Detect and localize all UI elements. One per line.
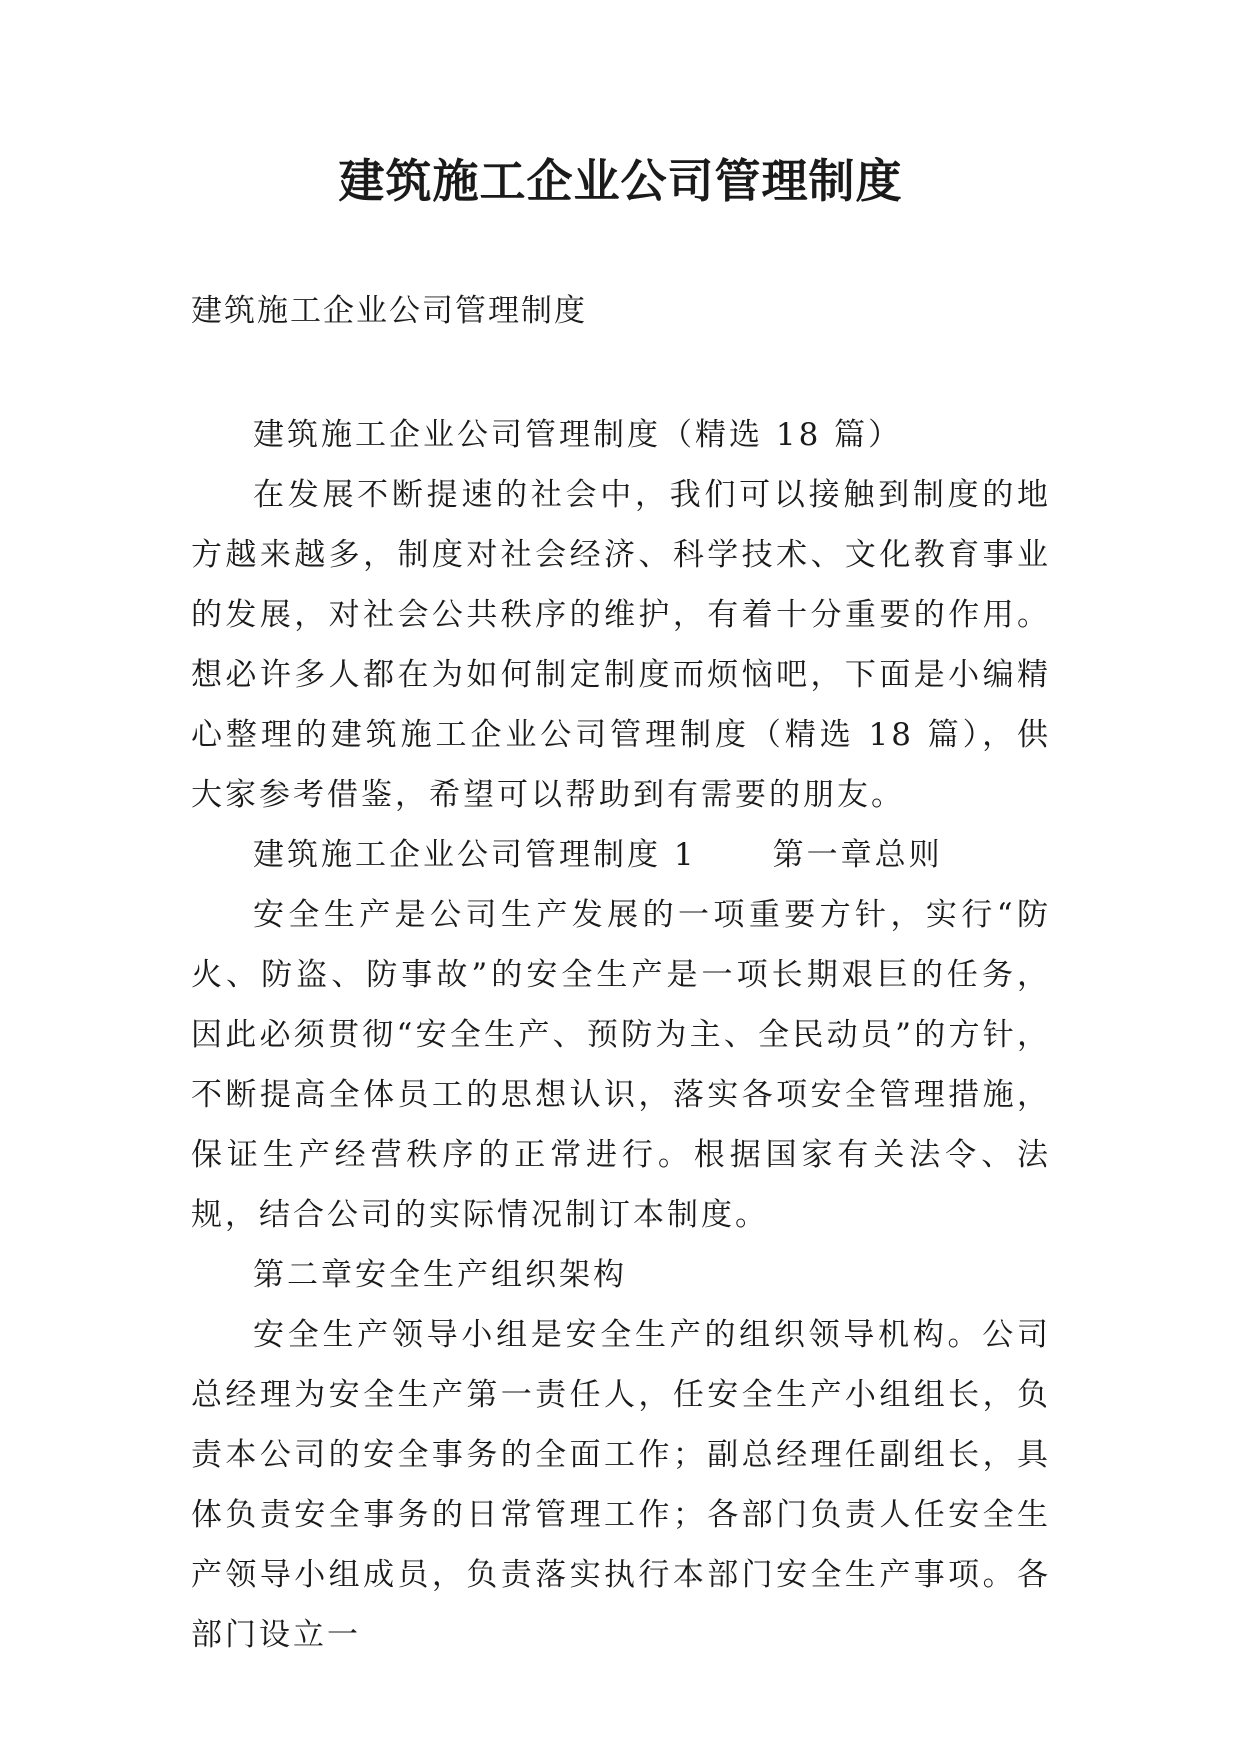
chapter-2-paragraph: 安全生产领导小组是安全生产的组织领导机构。公司总经理为安全生产第一责任人，任安全生产小组组长，负责本公司的安全事务的全面工作；副总经理任副组长，具体负责安全事务的日常管理工作；各部门负责人任安全生产领导小组成员，负责落实执行本部门安全生产事项。各部门设立一 — [191, 1317, 1051, 1653]
document-body — [191, 405, 1051, 1665]
collection-heading: 建筑施工企业公司管理制度（精选 18 篇） — [253, 417, 903, 453]
intro-paragraph: 在发展不断提速的社会中，我们可以接触到制度的地方越来越多，制度对社会经济、科学技术、文化教育事业的发展，对社会公共秩序的维护，有着十分重要的作用。想必许多人都在为如何制定制度而烦恼吧，下面是小编精心整理的建筑施工企业公司管理制度（精选 18 篇），供大家参考借鉴，希望可以帮助到有需要的朋友。 — [191, 477, 1051, 813]
chapter-1-title: 第一章总则 — [772, 837, 943, 873]
document-title: 建筑施工企业公司管理制度 — [338, 154, 903, 208]
section-1-title: 建筑施工企业公司管理制度 1 — [253, 837, 697, 873]
section-heading-line — [191, 825, 1051, 885]
chapter-1-paragraph: 安全生产是公司生产发展的一项重要方针，实行“防火、防盗、防事故”的安全生产是一项长期艰巨的任务，因此必须贯彻“安全生产、预防为主、全民动员”的方针，不断提高全体员工的思想认识，落实各项安全管理措施，保证生产经营秩序的正常进行。根据国家有关法令、法规，结合公司的实际情况制订本制度。 — [191, 897, 1051, 1233]
document-subtitle: 建筑施工企业公司管理制度 — [191, 293, 587, 329]
chapter-2-title: 第二章安全生产组织架构 — [253, 1257, 627, 1293]
